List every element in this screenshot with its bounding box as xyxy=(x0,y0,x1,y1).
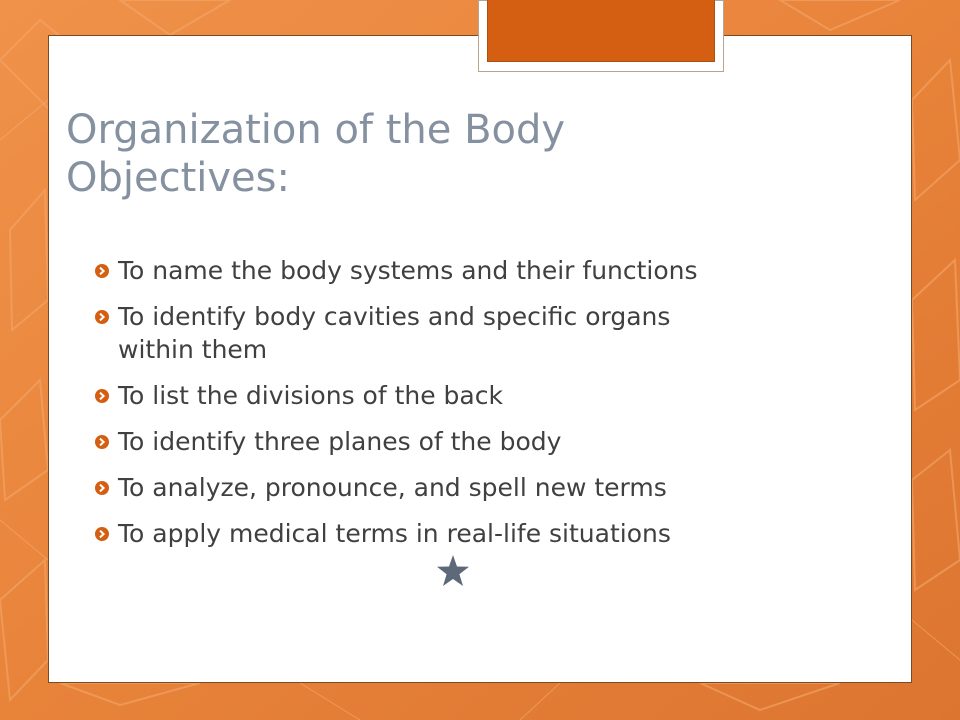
slide-title-line-2: Objectives: xyxy=(66,155,290,201)
objective-text: To identify body cavities and specific organs xyxy=(118,302,671,331)
objective-item xyxy=(95,300,885,366)
objective-text-continued: within them xyxy=(118,335,268,364)
objectives-list xyxy=(95,254,885,550)
chevron-right-circle-icon xyxy=(95,264,109,278)
slide-title xyxy=(66,106,886,202)
objective-item xyxy=(95,471,885,504)
objective-item xyxy=(95,379,885,412)
chevron-right-circle-icon xyxy=(95,527,109,541)
objective-item xyxy=(95,517,885,550)
objective-item xyxy=(95,425,885,458)
star-icon xyxy=(436,554,470,588)
chevron-right-circle-icon xyxy=(95,389,109,403)
objective-text: To name the body systems and their functions xyxy=(118,256,698,285)
objective-text: To analyze, pronounce, and spell new terms xyxy=(118,473,667,502)
objective-text: To apply medical terms in real-life situations xyxy=(118,519,671,548)
accent-tab xyxy=(487,0,715,62)
objective-text: To identify three planes of the body xyxy=(118,427,562,456)
objective-item xyxy=(95,254,885,287)
chevron-right-circle-icon xyxy=(95,481,109,495)
chevron-right-circle-icon xyxy=(95,310,109,324)
chevron-right-circle-icon xyxy=(95,435,109,449)
objective-text: To list the divisions of the back xyxy=(118,381,503,410)
slide-title-line-1: Organization of the Body xyxy=(66,107,566,153)
